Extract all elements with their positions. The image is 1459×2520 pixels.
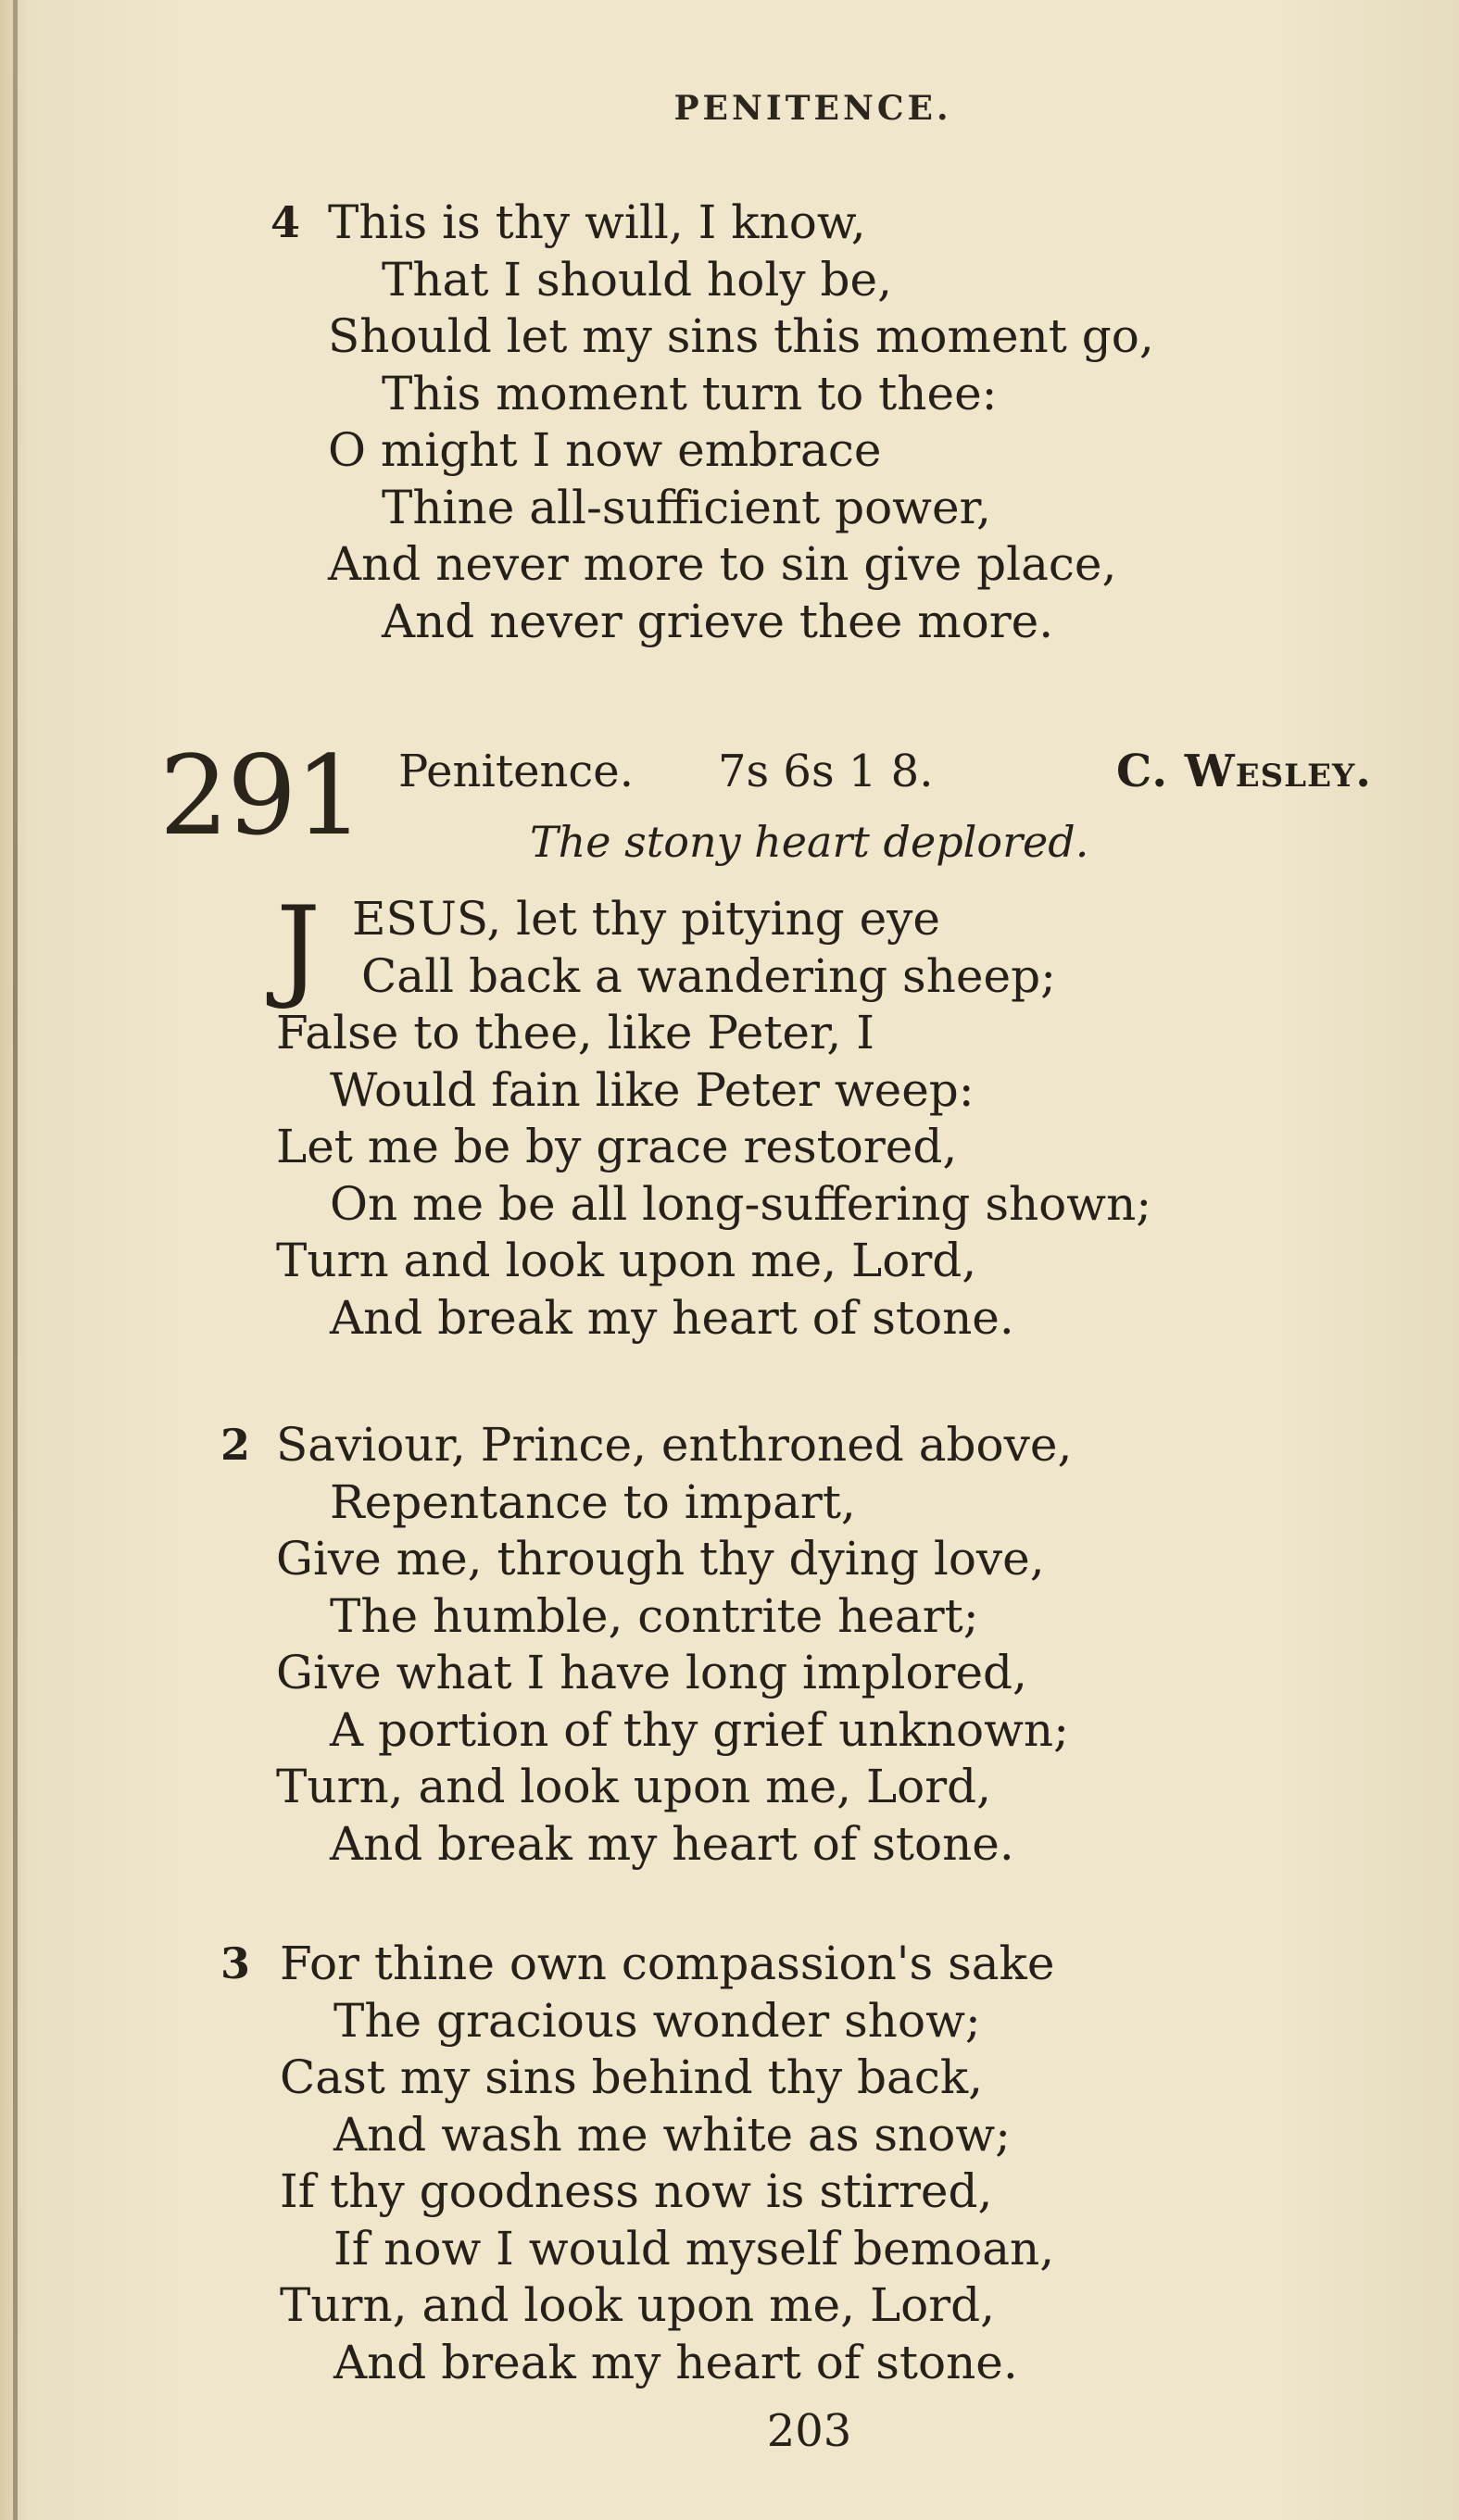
stanza-line: Turn, and look upon me, Lord,	[276, 1760, 992, 1813]
stanza-line: This is thy will, I know,	[328, 195, 866, 249]
stanza-line: And never more to sin give place,	[328, 537, 1117, 591]
hymn-number: 291	[159, 732, 363, 859]
drop-cap-letter: J	[276, 884, 321, 1012]
stanza-line: And break my heart of stone.	[333, 2335, 1018, 2389]
stanza-line: And break my heart of stone.	[330, 1816, 1014, 1871]
stanza-line: The humble, contrite heart;	[330, 1588, 979, 1643]
stanza-line: Let me be by grace restored,	[276, 1120, 958, 1173]
stanza-number: 4	[270, 197, 301, 247]
hymn-stanza-2	[220, 1417, 1072, 1873]
stanza-line: This moment turn to thee:	[382, 366, 998, 420]
stanza-line: Give what I have long implored,	[276, 1646, 1027, 1699]
hymn-stanza-3	[220, 1936, 1054, 2391]
running-head	[0, 89, 1459, 128]
hymn-author: C. Wesley.	[1116, 746, 1372, 797]
stanza-line: And break my heart of stone.	[330, 1290, 1014, 1345]
previous-hymn-stanza-4	[270, 194, 1154, 650]
stanza-line: False to thee, like Peter, I	[276, 1006, 874, 1059]
page-number-text: 203	[766, 2405, 852, 2457]
stanza-line: Should let my sins this moment go,	[328, 309, 1154, 363]
stanza-line: And wash me white as snow;	[333, 2107, 1012, 2162]
running-head-text: PENITENCE.	[673, 89, 952, 128]
stanza-line: Would fain like Peter weep:	[330, 1062, 975, 1117]
stanza-line: If now I would myself bemoan,	[333, 2221, 1055, 2276]
stanza-line: And never grieve thee more.	[382, 594, 1054, 648]
stanza-line: Cast my sins behind thy back,	[280, 2050, 984, 2104]
stanza-line: That I should holy be,	[382, 252, 892, 307]
stanza-number: 3	[220, 1938, 251, 1988]
stanza-line: For thine own compassion's sake	[280, 1937, 1055, 1990]
stanza-line: Repentance to impart,	[330, 1474, 856, 1529]
stanza-line: If thy goodness now is stirred,	[280, 2164, 993, 2218]
stanza-number: 2	[220, 1420, 251, 1470]
stanza-line: Thine all-sufficient power,	[382, 480, 991, 534]
hymn-metre: 7s 6s 1 8.	[718, 746, 934, 797]
hymn-topic: Penitence.	[398, 746, 634, 797]
stanza-line: The gracious wonder show;	[333, 1993, 981, 2048]
stanza-line: Call back a wandering sheep;	[361, 948, 1056, 1003]
stanza-line: On me be all long-suffering shown;	[330, 1176, 1152, 1231]
hymn-subtitle: The stony heart deplored.	[530, 817, 1089, 867]
binding-edge	[13, 0, 18, 2520]
stanza-line: A portion of thy grief unknown;	[330, 1702, 1069, 1757]
stanza-line: ESUS, let thy pitying eye	[352, 892, 941, 946]
stanza-line: Turn and look upon me, Lord,	[276, 1234, 977, 1287]
page-number	[0, 2405, 1459, 2457]
stanza-line: Saviour, Prince, enthroned above,	[276, 1418, 1073, 1472]
hymn-meta	[398, 744, 1427, 799]
stanza-line: O might I now embrace	[328, 423, 882, 477]
stanza-line: Give me, through thy dying love,	[276, 1532, 1045, 1586]
hymn-stanza-1	[276, 884, 1152, 1347]
stanza-line: Turn, and look upon me, Lord,	[280, 2278, 996, 2332]
